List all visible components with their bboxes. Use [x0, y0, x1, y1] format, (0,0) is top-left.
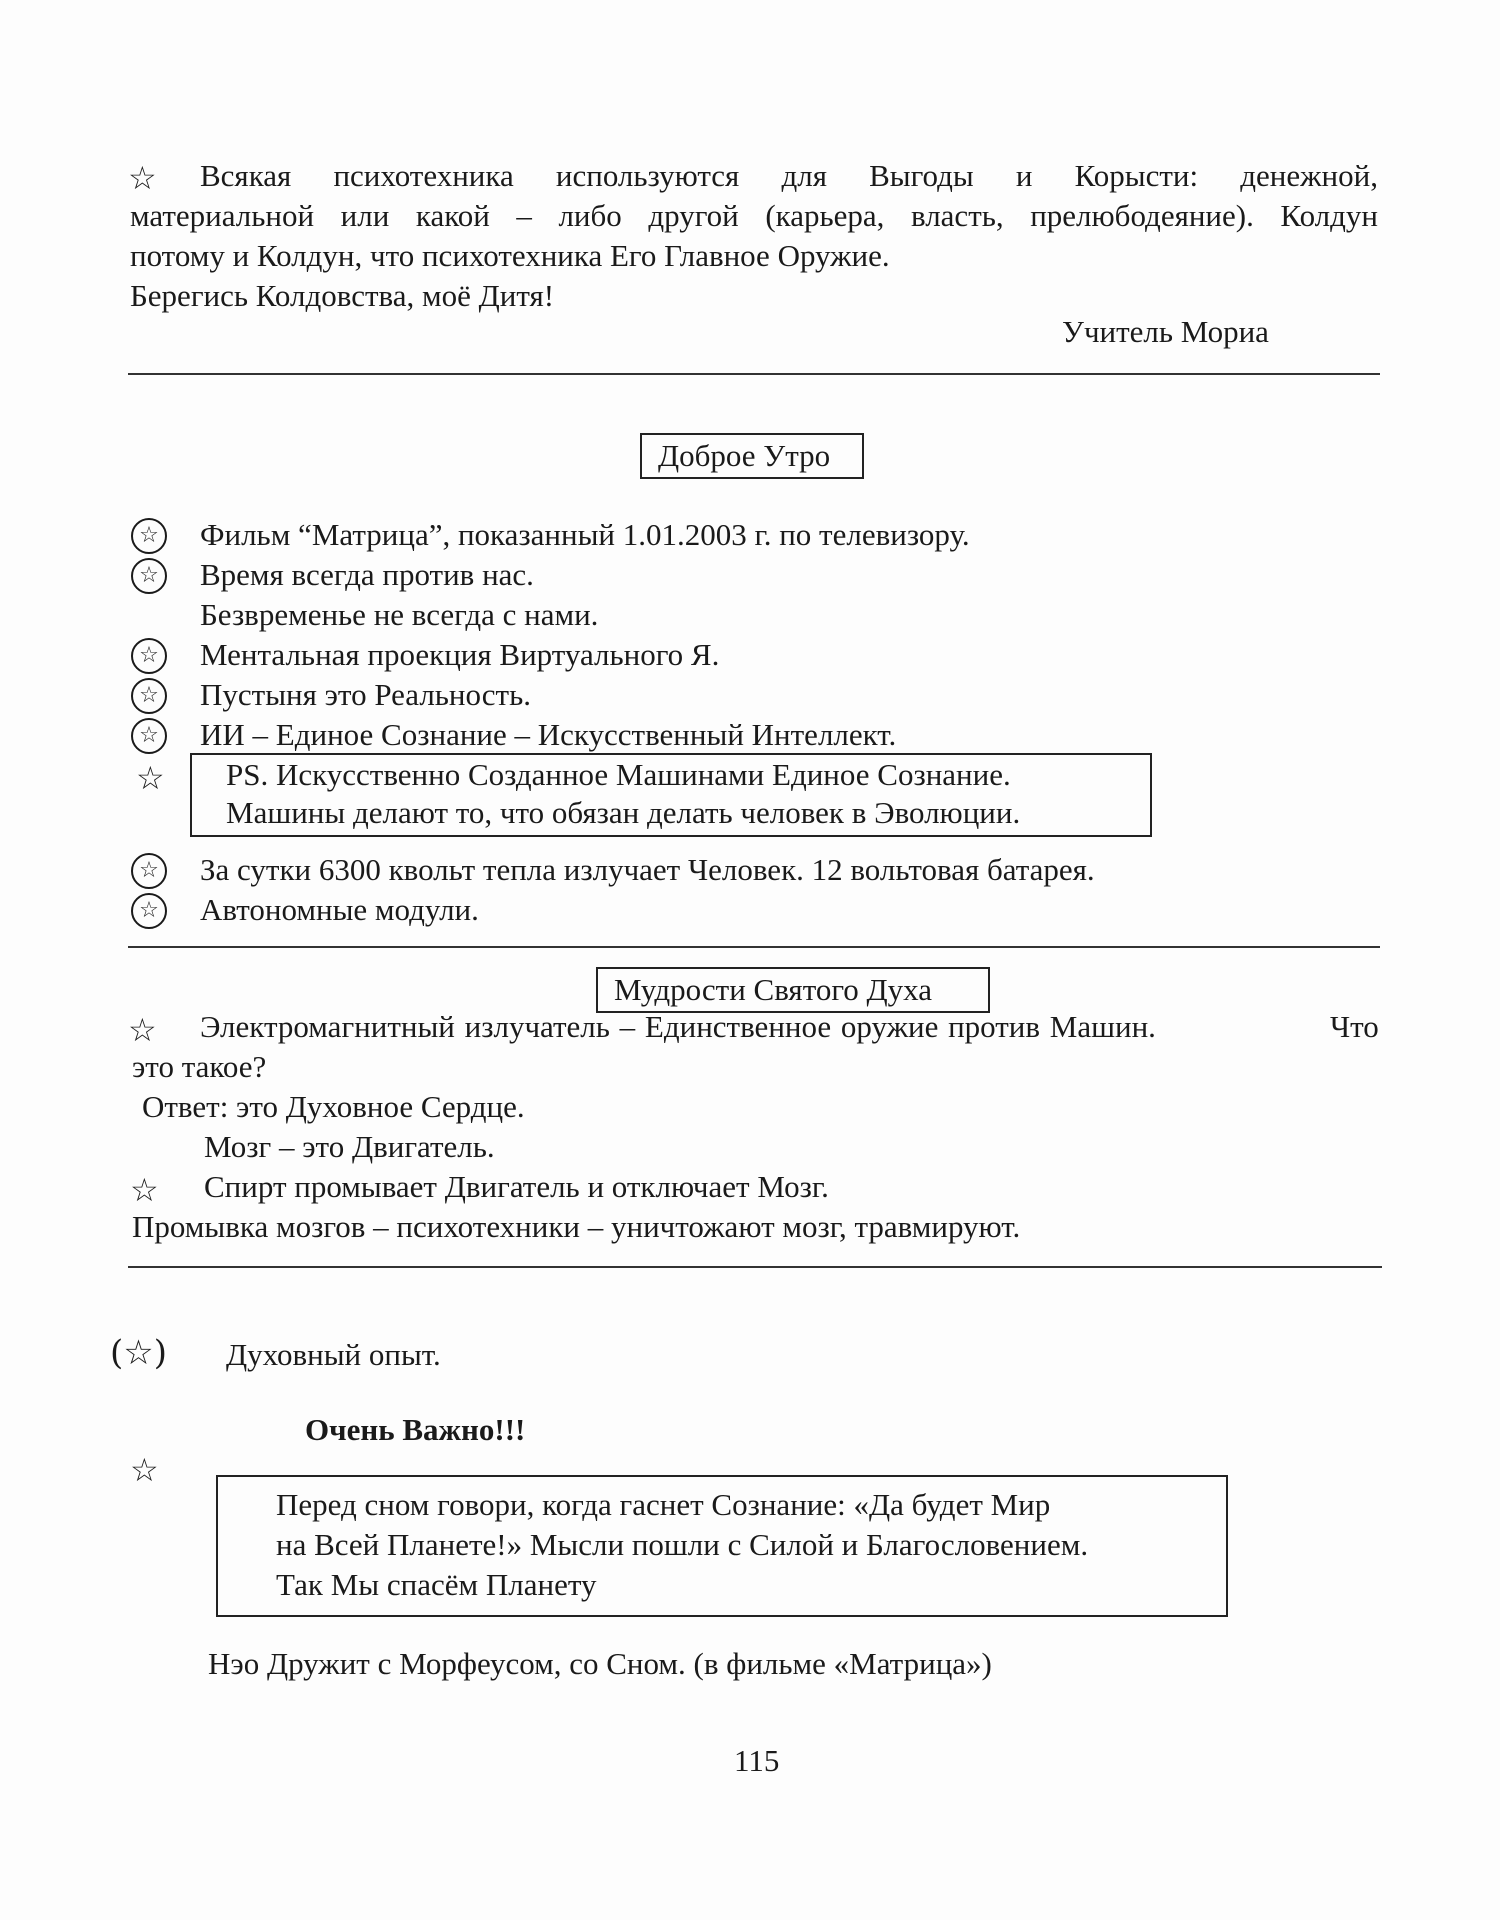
- ps-line: PS. Искусственно Созданное Машинами Единое Сознание.: [226, 757, 1011, 792]
- box-line: Перед сном говори, когда гаснет Сознание: «Да будет Мир: [276, 1487, 1051, 1522]
- star-icon: ☆: [130, 1171, 159, 1209]
- list-item: За сутки 6300 квольт тепла излучает Человек. 12 вольтовая батарея.: [200, 852, 1095, 887]
- paragraph-line: Спирт промывает Двигатель и отключает Мозг.: [204, 1169, 829, 1204]
- paragraph-line: материальной или какой – либо другой (карьера, власть, прелюбодеяние). Колдун: [130, 198, 1378, 233]
- crescent-star-icon: (☆): [110, 1333, 168, 1373]
- paragraph-line: Ответ: это Духовное Сердце.: [142, 1089, 525, 1124]
- section-heading: Духовный опыт.: [226, 1337, 441, 1372]
- box-line: Так Мы спасём Планету: [276, 1567, 597, 1602]
- star-icon: ☆: [128, 1011, 157, 1049]
- list-item: Время всегда против нас.: [200, 557, 534, 592]
- circled-star-icon: ☆: [131, 518, 167, 554]
- paragraph-line: Мозг – это Двигатель.: [204, 1129, 495, 1164]
- paragraph-line: Электромагнитный излучатель – Единственное оружие против Машин.: [200, 1009, 1156, 1044]
- divider: [128, 946, 1380, 948]
- circled-star-icon: ☆: [131, 558, 167, 594]
- important-box: [216, 1475, 1228, 1617]
- ps-box: [190, 753, 1152, 837]
- paragraph-line: потому и Колдун, что психотехника Его Главное Оружие.: [130, 238, 890, 273]
- list-item: Пустыня это Реальность.: [200, 677, 531, 712]
- star-icon: ☆: [128, 159, 157, 197]
- page-number: 115: [734, 1743, 780, 1778]
- section-title: Доброе Утро: [658, 438, 831, 473]
- paragraph-line: Промывка мозгов – психотехники – уничтожают мозг, травмируют.: [132, 1209, 1021, 1244]
- circled-star-icon: ☆: [131, 893, 167, 929]
- list-item: Ментальная проекция Виртуального Я.: [200, 637, 720, 672]
- circled-star-icon: ☆: [131, 718, 167, 754]
- footer-line: Нэо Дружит с Морфеусом, со Сном. (в фильме «Матрица»): [208, 1646, 992, 1681]
- signature: Учитель Мориа: [1062, 314, 1269, 349]
- circled-star-icon: ☆: [131, 638, 167, 674]
- list-item: Автономные модули.: [200, 892, 479, 927]
- star-icon: ☆: [130, 1451, 159, 1489]
- paragraph-line: это такое?: [132, 1049, 267, 1084]
- section-title: Мудрости Святого Духа: [614, 972, 933, 1007]
- ps-line: Машины делают то, что обязан делать человек в Эволюции.: [226, 795, 1021, 830]
- paragraph-line-end: Что: [1330, 1009, 1379, 1044]
- divider: [128, 1266, 1382, 1268]
- box-line: на Всей Планете!» Мысли пошли с Силой и Благословением.: [276, 1527, 1089, 1562]
- circled-star-icon: ☆: [131, 678, 167, 714]
- circled-star-icon: ☆: [131, 853, 167, 889]
- list-item: ИИ – Единое Сознание – Искусственный Интеллект.: [200, 717, 897, 752]
- section-title-box: [640, 433, 864, 479]
- important-label: Очень Важно!!!: [305, 1412, 526, 1447]
- divider: [128, 373, 1380, 375]
- list-item: Безвременье не всегда с нами.: [200, 597, 599, 632]
- list-item: Фильм “Матрица”, показанный 1.01.2003 г. по телевизору.: [200, 517, 970, 552]
- paragraph-line: Всякая психотехника используются для Выгоды и Корысти: денежной,: [200, 158, 1378, 193]
- paragraph-line: Берегись Колдовства, моё Дитя!: [130, 278, 555, 313]
- star-icon: ☆: [136, 759, 165, 797]
